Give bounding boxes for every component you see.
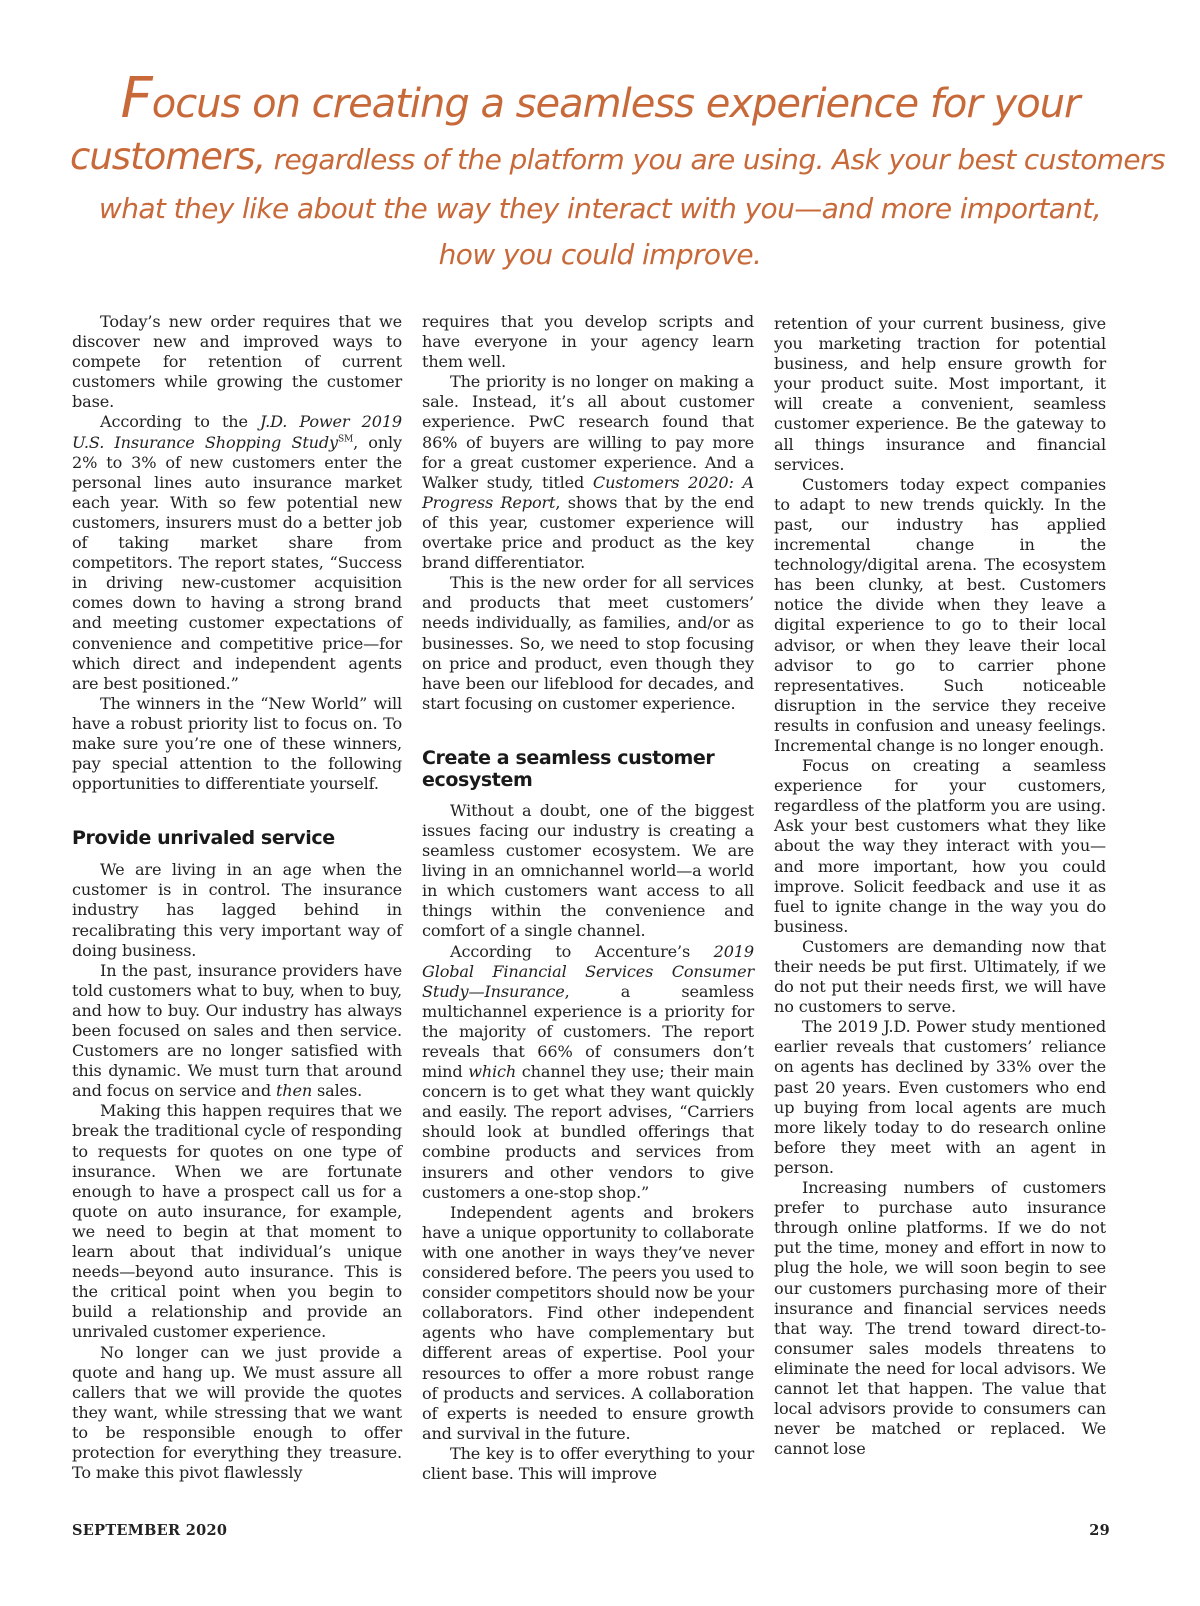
article-column-3: [774, 314, 1106, 1459]
study-title: J.D. Power 2019 U.S. Insurance Shopping Study: [72, 412, 402, 452]
emphasis: which: [468, 1062, 517, 1082]
paragraph: The winners in the “New World” will have a robust priority list to focus on. To make sure you’re one of these winners, pay special attention to the following opportunities to differentiate yourself.: [72, 693, 402, 794]
study-title: Customers 2020: A Progress Report: [422, 472, 754, 512]
paragraph: Without a doubt, one of the biggest issues facing our industry is creating a seamless customer ecosystem. We are living in an omnichannel world—a world in which customers want access to all things within the convenience and comfort of a single channel.: [422, 800, 754, 941]
text-run: , a seamless multichannel experience is a priority for the majority of customers. The report reveals that 66% of consumers don’t mind: [422, 981, 754, 1082]
paragraph: [72, 961, 402, 1102]
paragraph: Customers are demanding now that their needs be put first. Ultimately, if we do not put their needs first, we will have no customers to serve.: [774, 936, 1106, 1017]
pull-quote-line-1: [70, 66, 1130, 133]
paragraph: requires that you develop scripts and have everyone in your agency learn them well.: [422, 312, 754, 372]
pull-quote-line-4: how you could improve.: [438, 238, 762, 271]
pull-quote-line-2-text: regardless of the platform you are using. Ask your best customers: [265, 143, 1165, 176]
pull-quote-lead-word: customers,: [70, 135, 266, 178]
text-run: According to Accenture’s: [450, 941, 714, 961]
drop-letter: F: [120, 66, 152, 131]
article-column-2: [422, 312, 754, 1484]
paragraph: retention of your current business, give you marketing traction for potential business, and help ensure growth for your product suite. Most important, it will create a convenient, seamless customer experience. Be the gateway to all things insurance and financial services.: [774, 314, 1106, 474]
service-mark: SM: [337, 434, 354, 445]
paragraph: Focus on creating a seamless experience for your customers, regardless of the platform you are using. Ask your best customers what they like about the way they interact with you—and more important, how you could improve. Solicit feedback and use it as fuel to ignite change in the way you do business.: [774, 756, 1106, 936]
text-run: channel they use; their main concern is to get what they want quickly and easily. The report advises, “Carriers should look at bundled offerings that combine products and services from insurers and other vendors to give customers a one-stop shop.”: [422, 1062, 754, 1202]
text-run: The priority is no longer on making a sale. Instead, it’s all about customer experience. PwC research found that 86% of buyers are willing to pay more for a great customer experience. And a Walker study, titled: [422, 372, 754, 492]
study-title: 2019 Global Financial Services Consumer Study—Insurance: [422, 941, 754, 1001]
page-number: 29: [1089, 1522, 1110, 1539]
section-heading: Create a seamless customer ecosystem: [422, 746, 715, 791]
text-run: , shows that by the end of this year, customer experience will overtake price and product as the key brand differentiator.: [422, 492, 754, 573]
paragraph: We are living in an age when the customer is in control. The insurance industry has lagged behind in recalibrating this very important way of doing business.: [72, 860, 402, 960]
section-heading: Provide unrivaled service: [72, 827, 335, 850]
paragraph: This is the new order for all services and products that meet customers’ needs individually, as families, and/or as businesses. So, we need to stop focusing on price and product, even though they have been our lifeblood for decades, and start focusing on customer experience.: [422, 573, 754, 713]
pull-quote-line-2: [70, 131, 1165, 186]
paragraph: The key is to offer everything to your client base. This will improve: [422, 1443, 754, 1483]
text-run: , only 2% to 3% of new customers enter the personal lines auto insurance market each year. With so few potential new customers, insurers must do a better job of taking market share from competitors. The report states, “Success in driving new-customer acquisition comes down to having a strong brand and meeting customer expectations of convenience and competitive price—for which direct and independent agents are best positioned.”: [72, 432, 402, 693]
pull-quote: [70, 66, 1165, 278]
pull-quote-line-3: what they like about the way they interact with you—and more important,: [98, 192, 1102, 225]
emphasis: then: [275, 1081, 313, 1101]
paragraph: Making this happen requires that we break the traditional cycle of responding to requests for quotes on one type of insurance. When we are fortunate enough to have a prospect call us for a quote on auto insurance, for example, we need to begin at that moment to learn about that individual’s unique needs—beyond auto insurance. This is the critical point when you begin to build a relationship and provide an unrivaled customer experience.: [72, 1101, 402, 1342]
paragraph: Increasing numbers of customers prefer to purchase auto insurance through online platforms. If we do not put the time, money and effort in now to plug the hole, we will soon begin to see our customers purchasing more of their insurance and financial services needs that way. The trend toward direct-to-consumer sales models threatens to eliminate the need for local advisors. We cannot let that happen. The value that local advisors provide to consumers can never be matched or replaced. We cannot lose: [774, 1178, 1106, 1459]
text-run: In the past, insurance providers have told customers what to buy, when to buy, and how to buy. Our industry has always been focused on sales and then service. Customers are no longer satisfied with this dynamic. We must turn that around and focus on service and: [72, 960, 402, 1101]
paragraph: [422, 942, 754, 1203]
paragraph: The 2019 J.D. Power study mentioned earlier reveals that customers’ reliance on agents has declined by 33% over the past 20 years. Even customers who end up buying from local agents are much more likely today to do research online before they meet with an agent in person.: [774, 1017, 1106, 1177]
paragraph: [422, 372, 754, 573]
paragraph: Customers today expect companies to adapt to new trends quickly. In the past, our industry has applied incremental change in the technology/digital arena. The ecosystem has been clunky, at best. Customers notice the divide when they leave a digital experience to go to their local advisor, or when they leave their local advisor to go to carrier phone representatives. Such noticeable disruption in the service they receive results in confusion and uneasy feelings. Incremental change is no longer enough.: [774, 474, 1106, 755]
text-run: According to the: [100, 412, 261, 432]
paragraph: Independent agents and brokers have a unique opportunity to collaborate with one another in ways they’ve never considered before. The peers you used to consider competitors should now be your collaborators. Find other independent agents who have complementary but different areas of expertise. Pool your resources to offer a more robust range of products and services. A collaboration of experts is needed to ensure growth and survival in the future.: [422, 1202, 755, 1443]
pull-quote-line-1-text: ocus on creating a seamless experience for your: [151, 81, 1080, 127]
article-column-1: [72, 312, 402, 1483]
paragraph: [72, 412, 402, 693]
paragraph: Today’s new order requires that we discover new and improved ways to compete for retention of current customers while growing the customer base.: [72, 312, 402, 412]
issue-date: SEPTEMBER 2020: [72, 1522, 228, 1539]
text-run: sales.: [312, 1081, 363, 1101]
paragraph: No longer can we just provide a quote and hang up. We must assure all callers that we will provide the quotes they want, while stressing that we want to be responsible enough to offer protection for everything they treasure. To make this pivot flawlessly: [72, 1342, 402, 1483]
